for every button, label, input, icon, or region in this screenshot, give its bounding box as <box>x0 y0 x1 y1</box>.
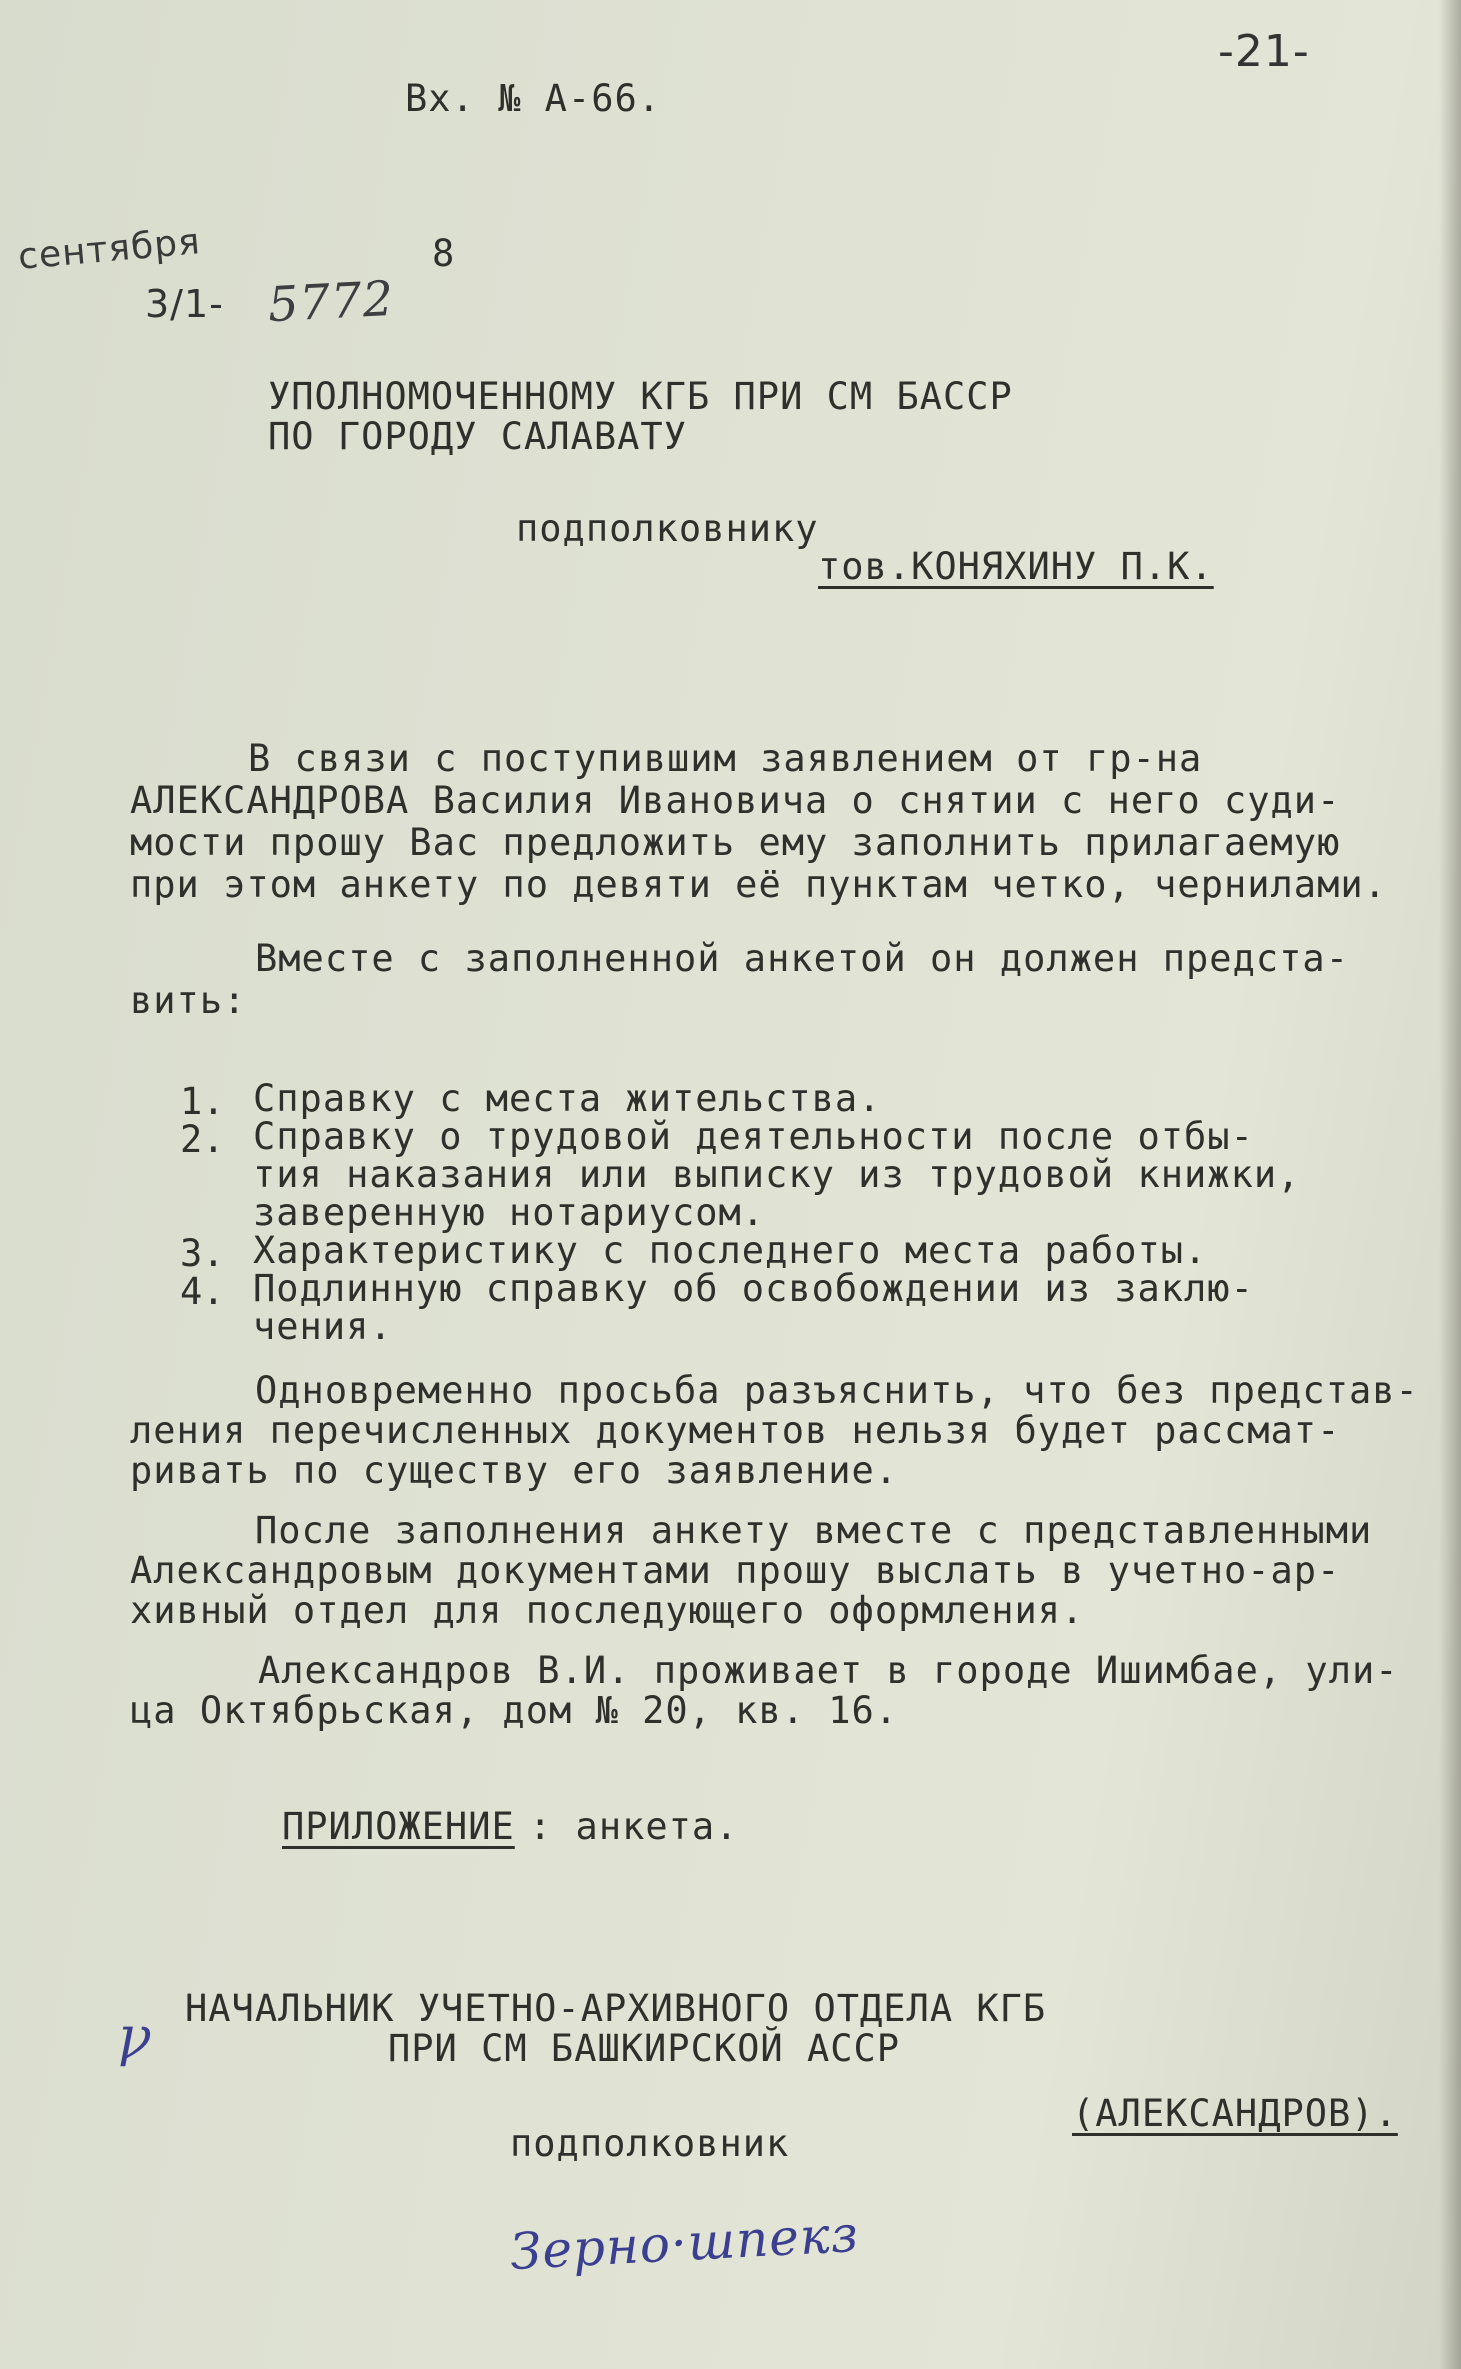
text-line: После заполнения анкету вместе с представленными <box>255 1509 1373 1552</box>
list-line: чения. <box>253 1305 393 1348</box>
list-line: Характеристику с последнего места работы. <box>253 1229 1208 1272</box>
list-number: 3. <box>180 1232 225 1275</box>
text-line: ривать по существу его заявление. <box>130 1449 899 1492</box>
addressee-line-2: ПО ГОРОДУ САЛАВАТУ <box>268 415 687 458</box>
attachment-label: ПРИЛОЖЕНИЕ <box>282 1805 515 1848</box>
list-line: Подлинную справку об освобождении из заклю- <box>253 1267 1254 1310</box>
addressee-name: тов.КОНЯХИНУ П.К. <box>818 545 1214 588</box>
handwritten-note: Зерно·шпекз <box>508 2204 861 2282</box>
signatory-name: (АЛЕКСАНДРОВ). <box>1072 2092 1398 2135</box>
registration-number: 5772 <box>266 270 396 334</box>
text-line: Вместе с заполненной анкетой он должен предста- <box>255 937 1349 980</box>
attachment-text: : анкета. <box>529 1805 739 1848</box>
page-edge-shadow <box>1439 0 1461 2369</box>
list-number: 4. <box>180 1270 225 1313</box>
registration-prefix: 3/1- <box>145 282 224 326</box>
text-line: при этом анкету по девяти её пунктам четко, чернилами. <box>130 863 1387 906</box>
text-line: ца Октябрьская, дом № 20, кв. 16. <box>130 1689 899 1732</box>
list-line: Справку о трудовой деятельности после отбы- <box>253 1115 1254 1158</box>
list-line: заверенную нотариусом. <box>253 1191 766 1234</box>
text-line: АЛЕКСАНДРОВА Василия Ивановича о снятии с него суди- <box>130 779 1341 822</box>
list-number: 2. <box>180 1118 225 1161</box>
text-line: Александровым документами прошу выслать в учетно-ар- <box>130 1549 1341 1592</box>
text-line: мости прошу Вас предложить ему заполнить прилагаемую <box>130 821 1341 864</box>
text-line: Одновременно просьба разъяснить, что без представ- <box>255 1369 1419 1412</box>
date-day: 8 <box>432 232 456 275</box>
text-line: В связи с поступившим заявлением от гр-на <box>248 737 1203 780</box>
text-line: ления перечисленных документов нельзя будет рассмат- <box>130 1409 1341 1452</box>
pen-mark-icon: ꝩ <box>118 2005 152 2068</box>
page-number: -21- <box>1218 26 1310 77</box>
signatory-rank: подполковник <box>510 2122 790 2165</box>
signatory-title-2: ПРИ СМ БАШКИРСКОЙ АССР <box>388 2027 901 2070</box>
incoming-number: Вх. № А-66. <box>405 77 662 120</box>
signatory-title-1: НАЧАЛЬНИК УЧЕТНО-АРХИВНОГО ОТДЕЛА КГБ <box>185 1987 1047 2030</box>
addressee-rank: подполковнику <box>516 507 819 550</box>
list-line: Справку с места жительства. <box>253 1077 882 1120</box>
list-number: 1. <box>180 1080 225 1123</box>
list-line: тия наказания или выписку из трудовой книжки, <box>253 1153 1301 1196</box>
text-line: вить: <box>130 979 247 1022</box>
date-month-stamp: сентября <box>16 221 203 278</box>
text-line: хивный отдел для последующего оформления. <box>130 1589 1085 1632</box>
addressee-line-1: УПОЛНОМОЧЕННОМУ КГБ ПРИ СМ БАССР <box>268 375 1013 418</box>
text-line: Александров В.И. проживает в городе Ишимбае, ули- <box>258 1649 1399 1692</box>
